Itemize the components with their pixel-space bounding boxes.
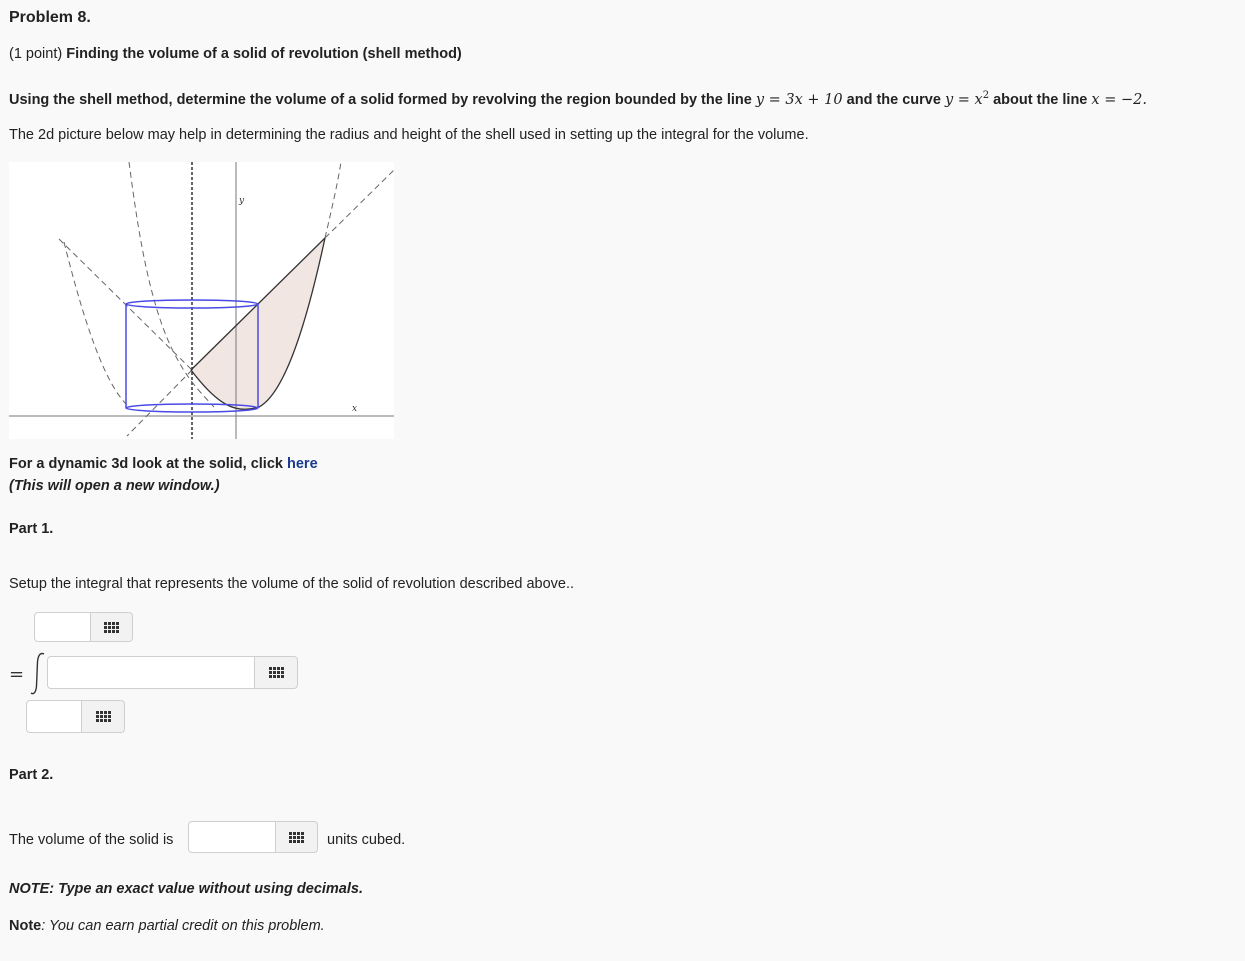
line-extension — [325, 170, 394, 238]
x-axis-label: x — [352, 404, 358, 414]
grid-icon — [104, 622, 119, 633]
volume-equation-button[interactable] — [276, 821, 318, 853]
helper-text: The 2d picture below may help in determining the radius and height of the shell used in setting up the integral for the volume. — [9, 127, 809, 143]
lower-limit-equation-button[interactable] — [82, 700, 125, 733]
shell-diagram-svg — [9, 162, 394, 439]
upper-limit-input[interactable] — [34, 612, 91, 642]
line-extension-lower — [127, 370, 192, 436]
problem-heading — [9, 46, 462, 62]
parabola-extension — [325, 162, 341, 238]
instruction-suffix: about the line — [989, 91, 1092, 108]
volume-answer-input[interactable] — [188, 821, 276, 853]
instruction-prefix: Using the shell method, determine the volume of a solid formed by revolving the region bounded by the line — [9, 91, 756, 108]
y-axis-label: y — [239, 196, 245, 206]
axis-equation: x = −2. — [1091, 91, 1147, 108]
upper-limit-equation-button[interactable] — [91, 612, 133, 642]
grid-icon — [96, 711, 111, 722]
points-label: (1 point) — [9, 46, 63, 62]
note-label: Note — [9, 918, 42, 934]
part1-title: Part 1. — [9, 521, 54, 537]
grid-icon — [269, 667, 284, 678]
integrand-equation-button[interactable] — [255, 656, 298, 689]
instruction-middle: and the curve — [842, 91, 945, 108]
part2-title: Part 2. — [9, 767, 54, 783]
partial-credit-note — [9, 918, 325, 934]
shell-diagram — [9, 162, 394, 439]
line-equation: y = 3x + 10 — [755, 91, 843, 108]
part1-prompt: Setup the integral that represents the volume of the solid of revolution described above.. — [9, 576, 575, 592]
problem-title: Problem 8. — [9, 9, 91, 26]
equals-sign: = — [9, 664, 25, 685]
part2-prompt: The volume of the solid is — [9, 832, 174, 848]
lower-limit-input[interactable] — [26, 700, 82, 733]
dynamic-text-label: For a dynamic 3d look at the solid, click — [9, 456, 287, 472]
dynamic-text — [9, 456, 318, 472]
reflected-parabola-left — [64, 242, 127, 405]
integrand-input[interactable] — [47, 656, 255, 689]
note-text: : You can earn partial credit on this problem. — [41, 918, 325, 934]
curve-equation: $y = x^2$ — [944, 90, 990, 108]
instruction-text — [9, 90, 1147, 108]
integral-sign-icon — [28, 652, 48, 700]
dynamic-3d-link[interactable]: here — [287, 456, 318, 472]
exact-value-note: NOTE: Type an exact value without using decimals. — [9, 881, 363, 897]
units-label: units cubed. — [327, 832, 406, 848]
problem-heading-text: Finding the volume of a solid of revolution (shell method) — [66, 46, 462, 62]
grid-icon — [289, 832, 304, 843]
dynamic-note: (This will open a new window.) — [9, 478, 220, 494]
